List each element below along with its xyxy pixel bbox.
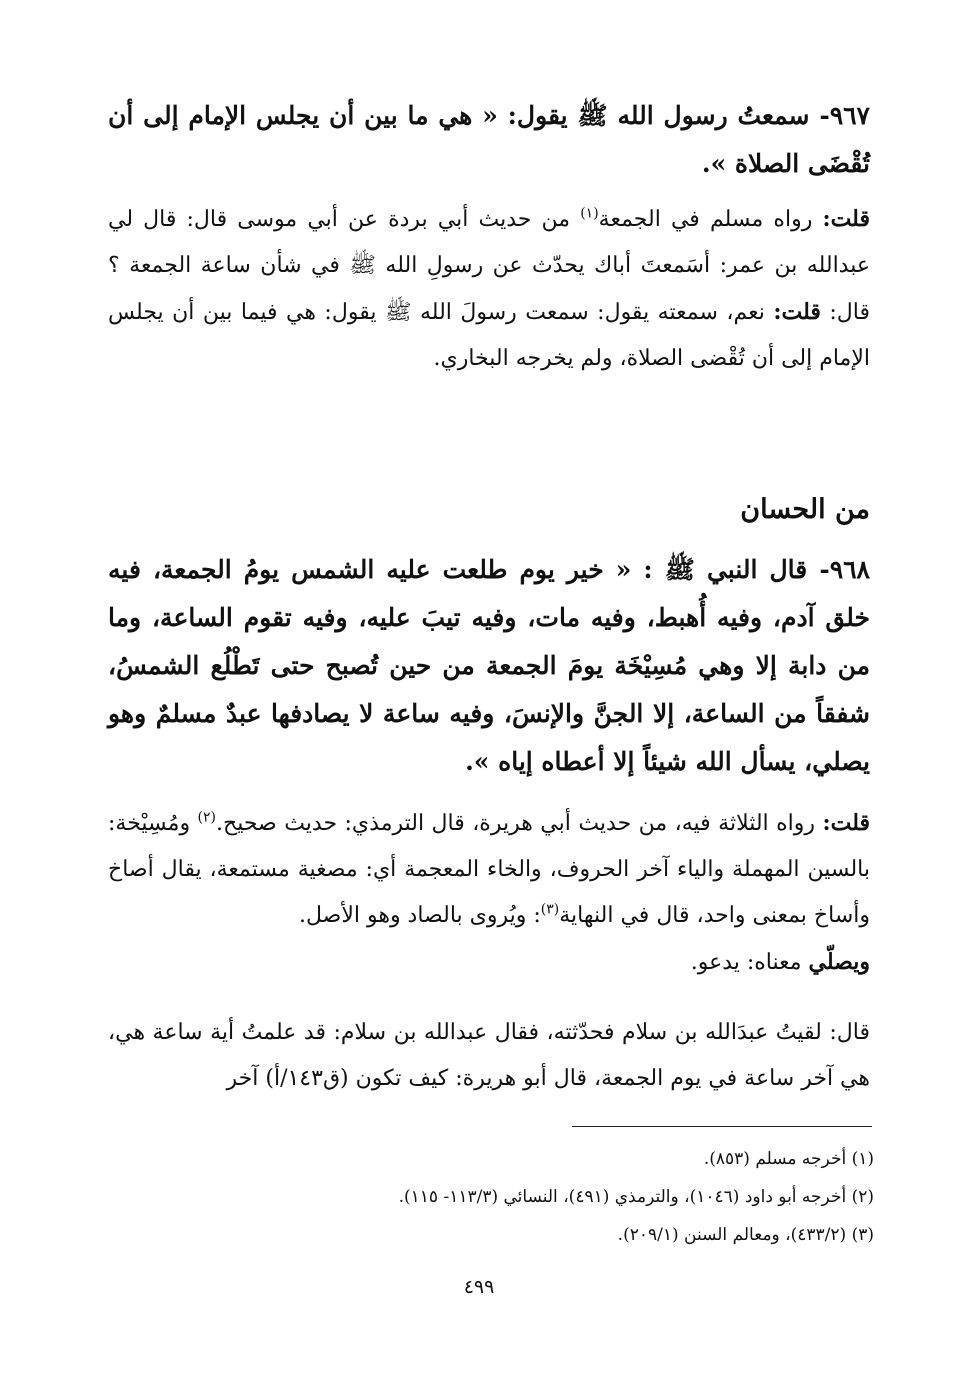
footnote-ref-3: (٣): [540, 901, 560, 918]
footnote-ref-2: (٢): [197, 809, 217, 826]
footnote-ref-1: (١): [580, 205, 599, 222]
hadith-967-text: ٩٦٧- سمعتُ رسول الله ﷺ يقول: « هي ما بين أن يجلس الإمام إلى أن تُقْضَى الصلاة ».: [108, 101, 870, 178]
comment-lead-2: قلت:: [773, 299, 821, 325]
footnotes: [108, 1140, 874, 1254]
footnote-3: (٣) (٤٣٣/٢)، ومعالم السنن (٢٠٩/١).: [617, 1225, 874, 1245]
hadith-967: [108, 92, 870, 188]
comment-967-text-1: رواه مسلم في الجمعة: [598, 207, 823, 232]
comment-968-text-3: : ويُروى بالصاد وهو الأصل.: [298, 903, 541, 928]
comment-968: [108, 800, 870, 986]
comment-967-text-3: نعم، سمعته يقول: سمعت رسولَ الله ﷺ يقول: هي فيما بين أن يجلس الإمام إلى أن تُقْضى الصلاة، ولم يخرجه البخاري.: [108, 300, 870, 371]
footnote-2: (٢) أخرجه أبو داود (١٠٤٦)، والترمذي (٤٩١)، النسائي (١١٣/٣- ١١٥).: [398, 1187, 874, 1207]
footnote-divider: [572, 1126, 872, 1127]
comment-lead: قلت:: [822, 206, 870, 232]
hadith-968: [108, 546, 870, 786]
hadith-968-text: ٩٦٨- قال النبي ﷺ : « خير يوم طلعت عليه الشمس يومُ الجمعة، فيه خلق آدم، وفيه أُهبط، وفيه مات، وفيه تيبَ عليه، وفيه تقوم الساعة، وما من دابة إلا وهي مُسِيْخَة يومَ الجمعة من حين تُصبح حتى تَطْلُع الشمسُ، شفقاً من الساعة، إلا الجنَّ والإنسَ، وفيه ساعة لا يصادفها عبدٌ مسلمٌ وهو يصلي، يسأل الله شيئاً إلا أعطاه إياه ».: [108, 555, 870, 776]
term-yusalli: ويصلّي: [808, 949, 870, 975]
comment-967: [108, 196, 870, 382]
comment-968-text-4: معناه: يدعو.: [690, 950, 809, 975]
page-number: ٤٩٩: [463, 1276, 495, 1298]
comment-968-text-2: ومُسِيْخة: بالسين المهملة والياء آخر الحروف، والخاء المعجمة أي: مصغية مستمعة، يقال أصاخ وأساخ بمعنى واحد، قال في النهاية: [108, 811, 870, 928]
comment-967-text-2: من حديث أبي بردة عن أبي موسى قال: قال لي عبدالله بن عمر: أسَمعتَ أباك يحدّث عن رسولِ الله ﷺ في شأن ساعة الجمعة ؟ قال:: [108, 207, 871, 325]
section-title: من الحسان: [740, 494, 870, 525]
footnote-1: (١) أخرجه مسلم (٨٥٣).: [703, 1149, 874, 1169]
comment-968-text-1: رواه الثلاثة فيه، من حديث أبي هريرة، قال الترمذي: حديث صحيح.: [216, 811, 823, 836]
narration-text: قال: لقيتُ عبدَالله بن سلام فحدّثته، فقال عبدالله بن سلام: قد علمتُ أية ساعة هي، هي آخر ساعة في يوم الجمعة، قال أبو هريرة: كيف تكون (ق١٤٣/أ) آخر: [108, 1020, 870, 1091]
comment-lead: قلت:: [822, 810, 870, 836]
narration: [108, 1010, 870, 1102]
